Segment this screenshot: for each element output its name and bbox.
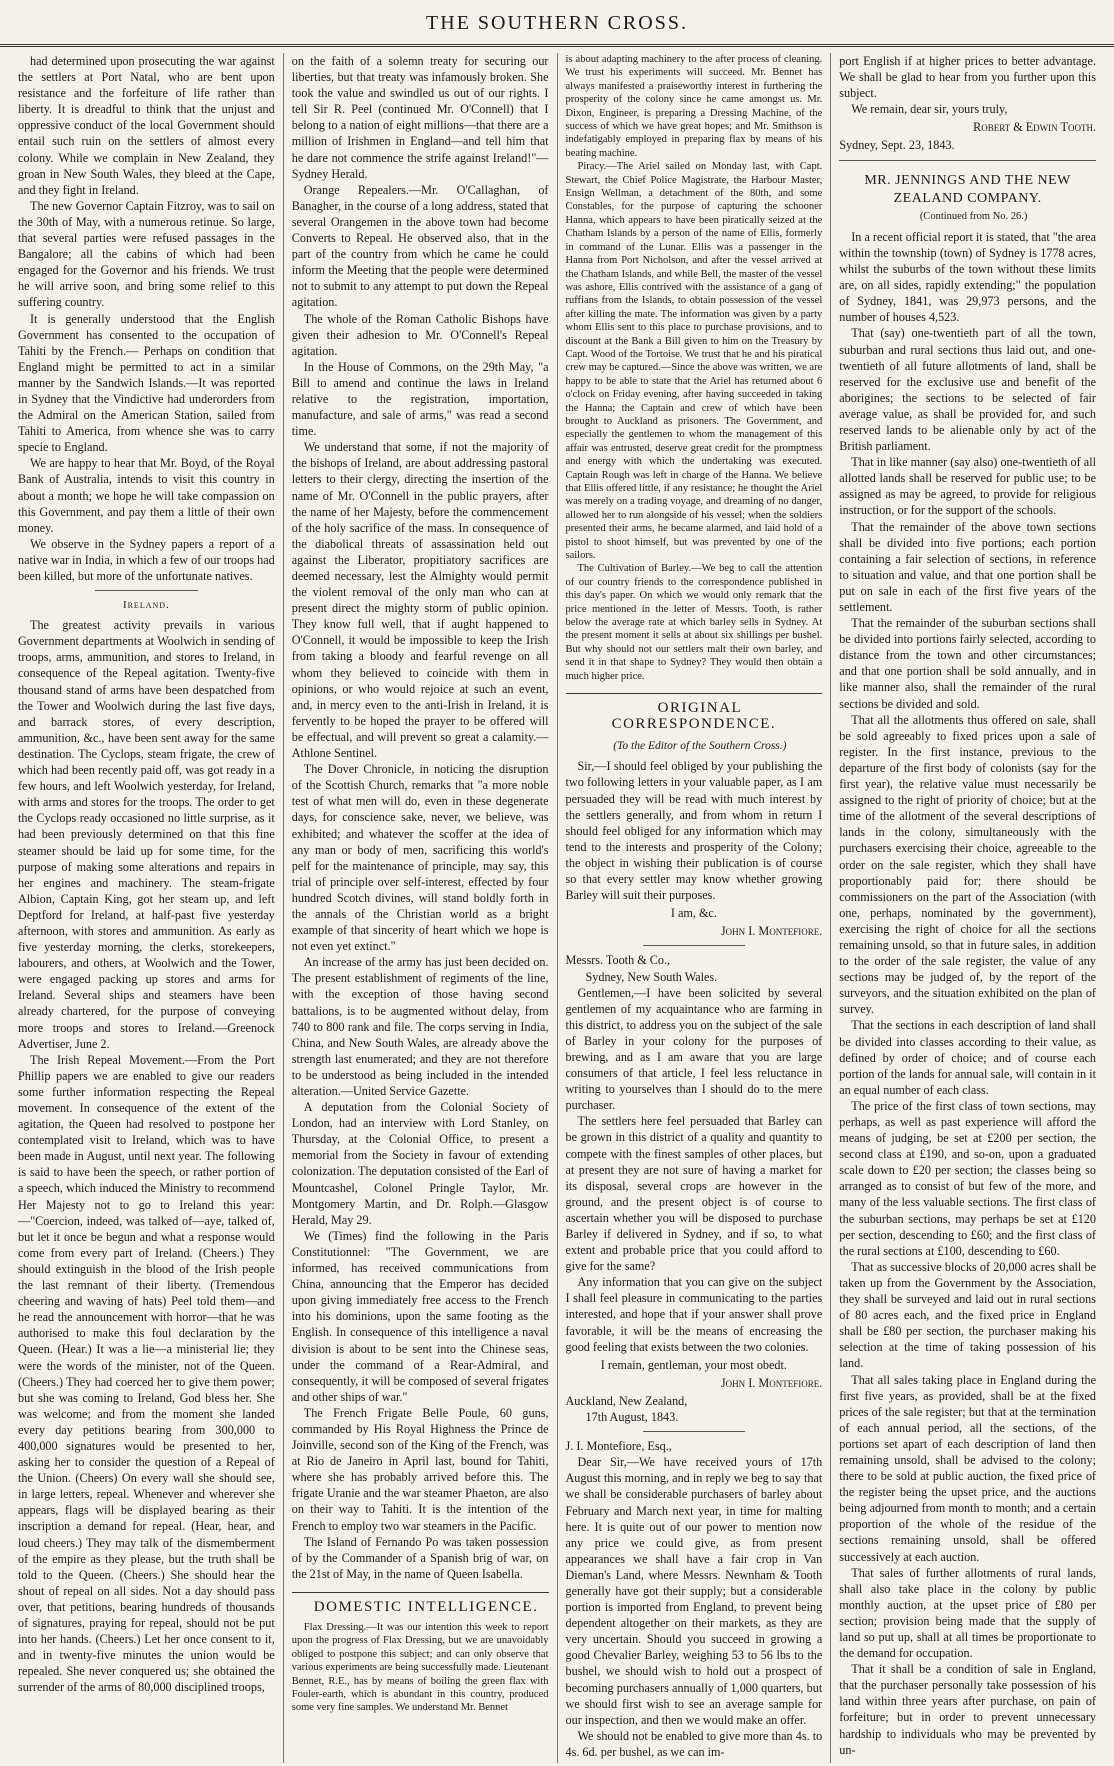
article-paragraph: The Dover Chronicle, in noticing the disruption of the Scottish Church, remarks that "a more noble test of what men will do, even in these degenerate days, for conscience sake, never, we believe, was exhibited; and whatever the scoffer at the idea of any man or body of men, sacrificing this world's pelf for the maintenance of principle, may say, this trial of principle over self-interest, effected by four hundred Scotch divines, will stand boldly forth in the annals of the Christian world as a bright example of that sincerity of heart which we hope is not even yet extinct." xyxy=(291,762,549,954)
letter-place: Auckland, New Zealand, xyxy=(565,1393,688,1408)
article-headline-line2: ZEALAND COMPANY. xyxy=(893,190,1042,206)
letter-paragraph: We should not be enabled to give more than 4s. to 4s. 6d. per bushel, as we can im- xyxy=(565,1728,823,1759)
article-paragraph: The Irish Repeal Movement.—From the Port Phillip papers we are enabled to give our readers some further information respecting the Repeal movement. In consequence of the extent of the agitation, the Queen had resolved to postpone her contemplated visit to Ireland, which was to have been made in August, until next year. The following is said to have been the speech, or rather portion of a speech, which induced the Ministry to recommend Her Majesty not to go to Ireland this year:—"Coercion, indeed, was talked of—aye, talked of, but let it once be begun and what a response would come from every part of Ireland. (Cheers.) They should extinguish in the blood of the Irish people the last remnant of their liberty. (Tremendous cheering and waving of hats) Peel told them—and he read the announcement with horror—that he was authorised to make this foul declaration by the Queen. (Hear.) It was a lie—a ministerial lie; they were the words of the minister, not of the Queen. (Cheers.) They had coerced her to give them power; but she was coming to Ireland, God bless her. She was welcome; and from the moment she landed every day petitions bearing from 300,000 to 400,000 signatures would be presented to her, asking her to consider the question of a Repeal of the Union. (Cheers) On every wall she should see, in large letters, repeal. Whenever and wherever she appears, flags will be displayed bearing as their inscription a demand for repeal. (Hear, hear, and loud cheers.) They may talk of the dismemberment of the empire as they please, but the truth shall be told to the Queen. (Cheers.) She should hear the shout of repeal on all sides. Not a day should pass over, that petitions, bearing hundreds of thousands of signatures, praying for repeal, should not be put into her hands. (Cheers.) Let her once consent to it, and in twenty-five minutes the union would be repealed. She never conquered us; she obtained the surrender of the arms of 80,000 disciplined troops, xyxy=(18,1052,275,1695)
article-paragraph: An increase of the army has just been decided on. The present establishment of regiments of the line, with the exception of those having second battalions, is to be augmented without delay, from 740 to 800 rank and file. The corps serving in India, China, and New South Wales, are already above the strength last enumerated; and they are not therefore to be understood as being included in the intended alteration.—United Service Gazette. xyxy=(291,955,549,1098)
letter-address: Messrs. Tooth & Co., xyxy=(565,953,671,968)
divider xyxy=(643,945,746,946)
article-paragraph: is about adapting machinery to the after process of cleaning. We trust his experiments will succeed. Mr. Bennet has always manifested a praiseworthy interest in furthering the prosperity of the colony since he came amongst us. Mr. Dixon, Engineer, is preparing a Dressing Machine, of the success of which we have great hopes; and Mr. Smithson is indefatigably employed in preparing flax by means of his beating machine. xyxy=(565,54,823,159)
article-paragraph: The greatest activity prevails in various Government departments at Woolwich in sending of troops, arms, ammunition, and stores to Ireland, in consequence of the Repeal agitation. Twenty-five thousand stand of arms have been despatched from the Tower and Woolwich during the last five days, and barrack stores, of every description, ammunition, &c., have been sent away for the same destination. The Cyclops, steam frigate, the crew of which had been recently paid off, was got ready in a few hours, and left Woolwich yesterday, for Ireland, with arms and stores for the troops. The order to get the Cyclops ready occasioned no little surprise, as it had been previously determined on that this fine steamer should be laid up for some time, for the purpose of making some alterations and repairs in her engines and machinery. The steam-frigate Albion, Captain King, got her steam up, and left Deptford for Ireland, at half-past five yesterday afternoon, with stores and ammunition. As early as five yesterday morning, the clerks, storekeepers, labourers, and others, at Woolwich and the Tower, were engaged packing up stores and arms for Ireland. Several ships and steamers have been already chartered, for the purpose of conveying more troops and stores to Ireland.—Greenock Advertiser, June 2. xyxy=(18,618,275,1051)
article-paragraph: That the remainder of the suburban sections shall be divided into portions fairly selected, according to distance from the town and other circumstances; and that one portion shall be sold annually, and in like manner also, shall the remainder of the rural sections be divided and sold. xyxy=(839,616,1096,711)
letter-address: J. I. Montefiore, Esq., xyxy=(565,1439,672,1454)
letter-signature: Robert & Edwin Tooth. xyxy=(973,120,1096,135)
letter-paragraph: Dear Sir,—We have received yours of 17th August this morning, and in reply we beg to say that we shall be considerable purchasers of barley about February and March next year, in time for malting here. It is quite out of our power to mention now any price we could give, as from present appearances we shall have a fair crop in Van Dieman's Land, where Messrs. Newnham & Tooth generally have got their supply; but a considerable portion is imported from England, to prevent being dependent altogether on their markets, as they are very uncertain. Should you succeed in growing a good Chevalier Barley, weighing 53 to 56 lbs to the bushel, we should wish to hold out a prospect of becoming purchasers annually of 1,000 quarters, but we should first wish to see an average sample for our inspection, and then we would make an offer. xyxy=(565,1455,823,1727)
article-paragraph: Piracy.—The Ariel sailed on Monday last, with Capt. Stewart, the Chief Police Magistrate, the Harbour Master, Ensign Wellman, a detachment of the 80th, and some Constables, for the purpose of capturing the schooner Hanna, which appears to have been piratically seized at the Chatham Islands by a person of the name of Ellis, formerly in command of the Lunar. Ellis was a passenger in the Hanna from Port Nicholson, and after the vessel arrived at the Chatham Islands, and while Bell, the master of the vessel was ashore, Ellis contrived with the assistance of a gang of ruffians from the Islands, to obtain possession of the vessel after killing the mate. The information was given by a party whom Ellis sent to this place to purchase provisions, and to discount at the Bank a Bill given to him on the Treasury by Capt. Wood of the Tortoise. We trust that he and his piratical crew may be captured.—Since the above was written, we are happy to be able to state that the Ariel has returned about 6 o'clock on Friday evening, after having succeeded in taking the Hanna; the Captain and crew of which have been brought to Auckland as prisoners. The Government, and especially the gentlemen to whom the management of this affair was entrusted, deserve great credit for the promptness and energy with which the undertaking was executed. Captain Rough was left in charge of the Hanna. We believe that Ellis offered little, if any resistance; he thought the Ariel was merely on a trading voyage, and dreaming of no danger, allowed her to run alongside of his vessel; when the soldiers presented their arms, he became alarmed, and laid hold of a pistol to shoot himself, but was prevented by one of the sailors. xyxy=(565,161,823,562)
article-headline: MR. JENNINGS AND THE NEW xyxy=(864,172,1071,188)
article-paragraph: That as successive blocks of 20,000 acres shall be taken up from the Government by the Association, they shall be surveyed and laid out in rural sections of 80 acres each, and the fixed price in England shall be £80 per section, the purchaser making his selection at the time of taking possession of his land. xyxy=(839,1259,1096,1371)
article-paragraph: We understand that some, if not the majority of the bishops of Ireland, are about addressing pastoral letters to their clergy, directing the insertion of the name of Mr. O'Connell in the public prayers, after the name of her Majesty, before the commencement of the holy sacrifice of the mass. In consequence of the diabolical threats of assassination held out against the Liberator, propitiatory sacrifices are deemed necessary, lest the Almighty would permit the violent removal of the only man who can at present direct the mighty storm of public opinion. They know full well, that if aught happened to O'Connell, it would be impossible to keep the Irish from taking a bloody and fearful revenge on all whom they believed to coincide with them in opinions, or who would rejoice at such an event, and, in mercy even to the anti-Irish in Ireland, it is fervently to be hoped the prayer to be offered will be effectual, and will prevent so great a calamity.—Athlone Sentinel. xyxy=(291,440,549,761)
article-paragraph: We are happy to hear that Mr. Boyd, of the Royal Bank of Australia, intends to visit this country in about a month; we hope he will take compassion on this Government, and pay them a little of their own money. xyxy=(18,456,275,535)
article-paragraph: That (say) one-twentieth part of all the town, suburban and rural sections thus laid out, and one-twentieth of all future allotments of land, shall be reserved for the exclusive use and benefit of the aborigines; the sections to be selected of fair average value, as shall be provided for, and such reserved lands to be alienable only by act of the British parliament. xyxy=(839,326,1096,454)
letter-address: Sydney, New South Wales. xyxy=(585,969,718,984)
column-3 xyxy=(558,53,832,1763)
letter-paragraph: The settlers here feel persuaded that Barley can be grown in this district of a quality and quantity to compete with the finest samples of other places, but at present they are not sure of having a market for its disposal, several crops are however in the ground, and the present object is of course to ascertain whether you will be disposed to purchase Barley if delivered in Sydney, and if so, to what extent and probable price that you could afford to give for the same? xyxy=(565,1114,823,1274)
letter-paragraph: Gentlemen,—I have been solicited by several gentlemen of my acquaintance who are farming in this district, to address you on the subject of the sale of Barley in your colony for the purposes of brewing, and as I am aware that you are large consumers of that article, I feel less reluctance in writing to yourselves than I should do to the mere purchaser. xyxy=(565,985,823,1113)
article-paragraph: That it shall be a condition of sale in England, that the purchaser personally take possession of his land within three years after purchase, on pain of forfeiture; but in order to prevent unnecessary hardship to individuals who may be prevented by un- xyxy=(839,1662,1096,1757)
letter-place-date: Sydney, Sept. 23, 1843. xyxy=(839,138,955,153)
section-heading-ireland: Ireland. xyxy=(122,599,170,612)
article-paragraph: We (Times) find the following in the Paris Constitutionnel: "The Government, we are informed, has received communications from China, announcing that the Emperor has decided upon giving immediately free access to the French into his dominions, upon the same footing as the English. In consequence of this intelligence a naval division is about to be sent into the Chinese seas, under the command of a Rear-Admiral, and consequently, it will be composed of several frigates and other ships of war." xyxy=(291,1228,549,1404)
newspaper-title: THE SOUTHERN CROSS. xyxy=(426,12,688,34)
letter-closing: We remain, dear sir, yours truly, xyxy=(851,102,1008,117)
section-subheading: (To the Editor of the Southern Cross.) xyxy=(613,740,787,753)
section-heading-correspondence: ORIGINAL CORRESPONDENCE. xyxy=(566,693,823,732)
divider xyxy=(643,1431,746,1432)
article-paragraph: In a recent official report it is stated, that "the area within the township (town) of Sydney is 1778 acres, whilst the suburbs of the town without these limits are, on all sides, rapidly extending;" the population of Sydney, 1841, was 29,973 persons, and the number of houses 4,523. xyxy=(839,229,1096,325)
letter-paragraph: port English if at higher prices to better advantage. We shall be glad to hear from you further upon this subject. xyxy=(839,54,1096,101)
column-2 xyxy=(284,53,558,1763)
divider xyxy=(95,590,198,591)
article-paragraph: Orange Repealers.—Mr. O'Callaghan, of Banagher, in the course of a long address, stated that several Orangemen in the above town had become Converts to Repeal. He observed also, that in the part of the country from which he came he could inform the Meeting that the people were determined not to submit to any attempt to put down the Repeal agitation. xyxy=(291,182,549,310)
article-paragraph: The whole of the Roman Catholic Bishops have given their adhesion to Mr. O'Connell's Repeal agitation. xyxy=(291,311,549,358)
article-paragraph: A deputation from the Colonial Society of London, had an interview with Lord Stanley, on Thursday, at the Colonial Office, to present a memorial from the Society in favour of extending colonization. The deputation consisted of the Earl of Mountcashel, Colonel Pringle Taylor, Mr. Montgomery Martin, and Dr. Rolph.—Glasgow Herald, May 29. xyxy=(291,1100,549,1227)
article-paragraph: The new Governor Captain Fitzroy, was to sail on the 30th of May, with a numerous retinue. So large, that several parties were refused passages in the Bangalore; all the cabins of which had been engaged for the Governor and his friends. We trust he will arrive soon, and bring some relief to this suffering country. xyxy=(18,198,275,310)
divider xyxy=(839,160,1096,161)
continued-note: (Continued from No. 26.) xyxy=(919,210,1028,222)
letter-signature: John I. Montefiore. xyxy=(720,1375,823,1390)
letter-closing: I remain, gentleman, your most obedt. xyxy=(600,1357,787,1372)
column-4 xyxy=(831,53,1104,1763)
columns xyxy=(0,47,1114,1763)
article-paragraph: The French Frigate Belle Poule, 60 guns, commanded by His Royal Highness the Prince de Joinville, second son of the King of the French, was at Rio de Janeiro in April last, bound for Tahiti, where she has probably arrived before this. The frigate Uranie and the war steamer Phaeton, are also on their way to Tahiti. It is the intention of the French to employ two war steamers in the Pacific. xyxy=(291,1405,549,1533)
article-paragraph: had determined upon prosecuting the war against the settlers at Port Natal, who are bent upon resistance and the forfeiture of life rather than liberty. It is dreadful to think that the unjust and oppressive conduct of the local Government should entail such ruin on the settlers of almost every colony. While we complain in New Zealand, they groan in New South Wales, they bleed at the Cape, and they fight in Ireland. xyxy=(18,54,275,197)
article-paragraph: The Cultivation of Barley.—We beg to call the attention of our country friends to the correspondence published in this day's paper. On which we would only remark that the price mentioned in the letter of Messrs. Tooth, is rather below the average rate at which barley sells in Sydney. At the present moment it sells at about six shillings per bushel. But why should not our settlers malt their own barley, and send it in that shape to Sydney? They would then obtain a much higher price. xyxy=(565,563,823,682)
masthead xyxy=(0,0,1114,47)
letter-paragraph: Sir,—I should feel obliged by your publishing the two following letters in your valuable paper, as I am persuaded they will be read with much interest by the settlers generally, and from whom in return I should feel obliged for any information which may tend to the interests and prosperity of the Colony; the object in wishing their publication is of course so that every settler may know whether growing Barley will suit their purposes. xyxy=(565,759,823,903)
article-paragraph: The Island of Fernando Po was taken possession of by the Commander of a Spanish brig of war, on the 21st of May, in the name of Queen Isabella. xyxy=(291,1534,549,1581)
article-paragraph: That sales of further allotments of rural lands, shall also take place in the colony by public monthly auction, at the upset price of £80 per section; provision being made that the supply of land so put up, shall at all times be proportionate to the demand for occupation. xyxy=(839,1565,1096,1661)
article-paragraph: That all the allotments thus offered on sale, shall be sold agreeably to fixed prices upon a sale of register. In the first instance, previous to the departure of the first body of colonists (say for the first year), the relative value must necessarily be assigned to the right of priority of choice; but at the time of the allotment of the several descriptions of lands in the colony, simultaneously with the purchasers exercising their choice, agreeable to the order on the sale register, which they shall have proportionably paid for; there should be commissioners on the part of the Association (with one, perhaps, nominated by the government), exercising the right of choice for all the sections remaining unsold, so that in future sales, in addition to the order of the sale register, the value of any sections may be judged of, by the report of the surveyors, and the situation exhibited on the plan of survey. xyxy=(839,712,1096,1017)
article-paragraph: Flax Dressing.—It was our intention this week to report upon the progress of Flax Dressing, but we are unavoidably obliged to postpone this subject; and can only observe that various experiments are being successfully made. Lieutenant Bennet, R.E., has by means of boiling the green flax with Fouler-earth, which is abundant in this country, produced some very fine samples. We understand Mr. Bennet xyxy=(291,1622,549,1714)
letter-closing: I am, &c. xyxy=(670,906,717,921)
article-paragraph: We observe in the Sydney papers a report of a native war in India, in which a few of our troops had been killed, but more of the unfortunate natives. xyxy=(18,536,275,583)
article-paragraph: That the sections in each description of land shall be divided into classes according to their value, as defined by order of choice; and of course each portion of the lands for annual sale, will contain in it an equal number of each class. xyxy=(839,1018,1096,1097)
article-paragraph: on the faith of a solemn treaty for securing our liberties, but that treaty was infamously broken. She took the value and swindled us out of our rights. I tell Sir R. Peel (continued Mr. O'Connell) that I belong to a nation of eight millions—that there are a million of Irishmen in England—and tell him that he dare not commence the strife against Ireland!"—Sydney Herald. xyxy=(291,54,549,181)
article-paragraph: That in like manner (say also) one-twentieth of all allotted lands shall be reserved for public use; to be assigned as may be agreed, to provide for religious instruction, or for the support of the schools. xyxy=(839,455,1096,518)
article-paragraph: In the House of Commons, on the 29th May, "a Bill to amend and continue the laws in Ireland relative to the registration, importation, manufacture, and sale of arms," was read a second time. xyxy=(291,359,549,439)
article-paragraph: That all sales taking place in England during the first five years, as provided, shall be at the fixed prices of the sale register; but that at the termination of each annual period, all the sections, of the portions set apart of each description of land then remaining unsold, shall be advised to the colony; there to be sold at public auction, the fixed price of the register being the upset price, and the auctions being adjourned from month to month; and a certain proportion of the whole of the residue of the sections remaining unsold, shall be offered successively at each auction. xyxy=(839,1372,1096,1564)
article-paragraph: It is generally understood that the English Government has consented to the occupation of Tahiti by the French.— Perhaps on condition that England might be permitted to act in a similar manner by the Sandwich Islands.—It was reported in Sydney that the Vindictive had underorders from the Admiral on the American Station, sailed from Tahiti to America, from whence she was to carry specie to England. xyxy=(18,311,275,455)
article-paragraph: That the remainder of the above town sections shall be divided into five portions; each portion containing a fair selection of sections, in reference to situation and value, and that one portion shall be put on sale in each of the first five years of the settlement. xyxy=(839,519,1096,614)
column-1 xyxy=(10,53,284,1763)
letter-signature: John I. Montefiore. xyxy=(720,924,823,939)
letter-date: 17th August, 1843. xyxy=(585,1410,679,1425)
article-paragraph: The price of the first class of town sections, may perhaps, as well as past experience will afford the means of judging, be set at £200 per section, the second class at £190, and so-on, upon a graduated scale down to £20 per section; the classes being so arranged as to consist of but few of the more, and many of the less valuable sections. The first class of the suburban sections, may perhaps be set at £120 per section, descending to £60; and the first class of the rural sections at £100, descending to £60. xyxy=(839,1098,1096,1258)
section-heading-domestic: DOMESTIC INTELLIGENCE. xyxy=(292,1592,549,1615)
letter-paragraph: Any information that you can give on the subject I shall feel pleasure in communicating to the parties interested, and hope that if your answer shall prove favorable, it will be the means of encreasing the good feeling that exists between the two colonies. xyxy=(565,1275,823,1354)
